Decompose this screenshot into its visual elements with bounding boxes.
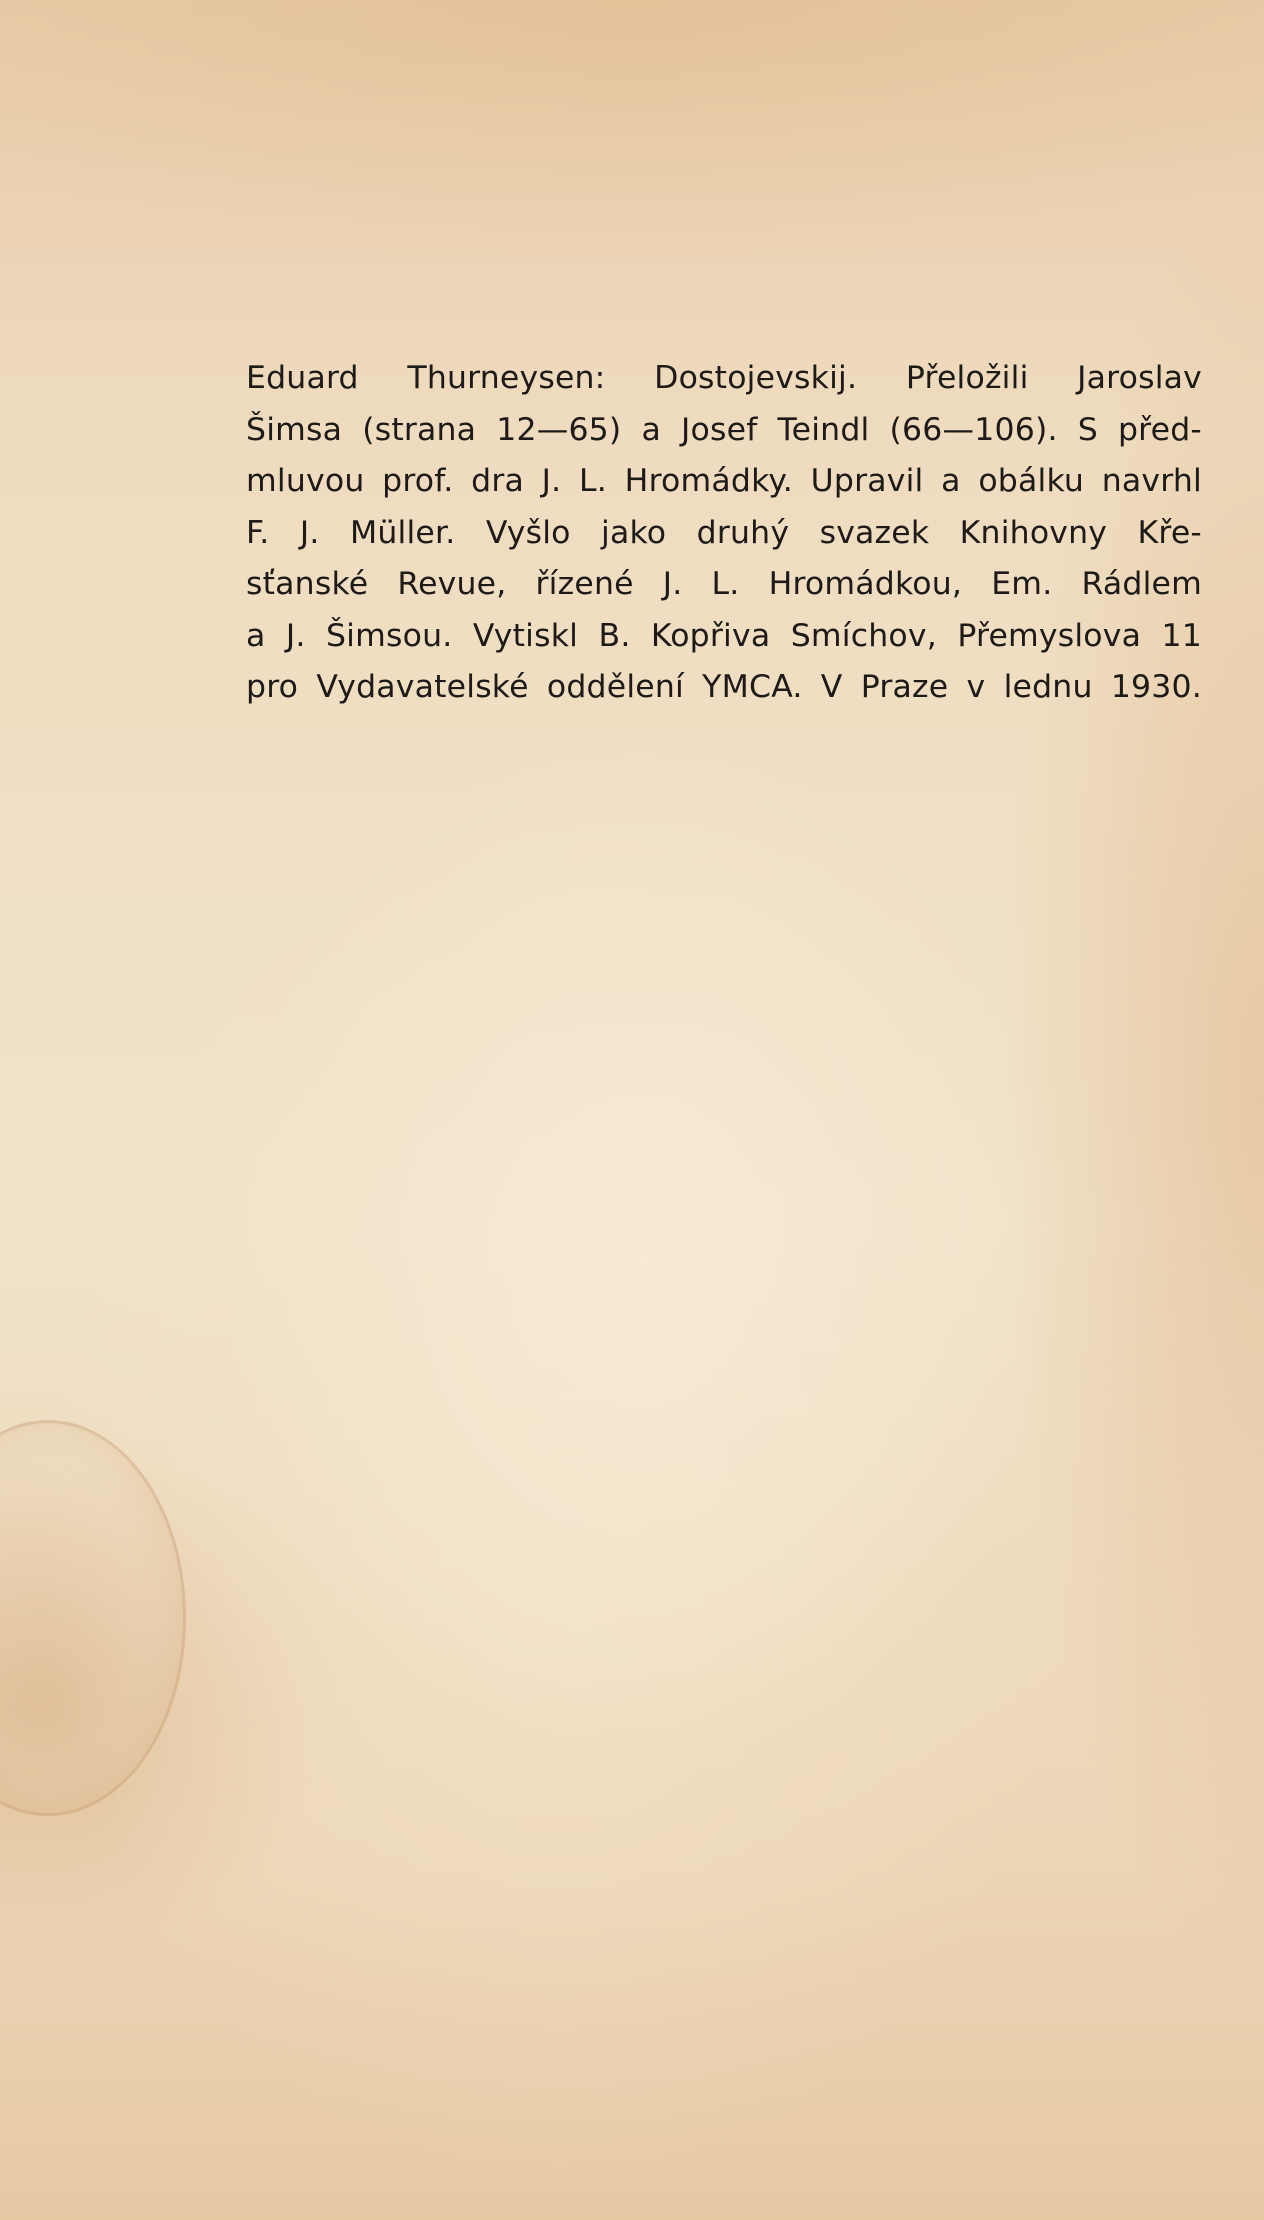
colophon-text (246, 353, 1202, 714)
colophon-line: a J. Šimsou. Vytiskl B. Kopřiva Smíchov, Přemyslova 11 (246, 617, 1202, 654)
colophon-line: Eduard Thurneysen: Dostojevskij. Přeložili Jaroslav (246, 360, 1202, 396)
water-stain (0, 1420, 186, 1816)
colophon-line: pro Vydavatelské oddělení YMCA. V Praze v lednu 1930. (246, 669, 1202, 705)
colophon-line: sťanské Revue, řízené J. L. Hromádkou, Em. Rádlem (246, 566, 1202, 602)
colophon-line: Šimsa (strana 12—65) a Josef Teindl (66—106). S před- (246, 411, 1202, 448)
colophon-line: mluvou prof. dra J. L. Hromádky. Upravil a obálku navrhl (246, 463, 1202, 499)
colophon-line: F. J. Müller. Vyšlo jako druhý svazek Knihovny Kře- (246, 514, 1202, 551)
